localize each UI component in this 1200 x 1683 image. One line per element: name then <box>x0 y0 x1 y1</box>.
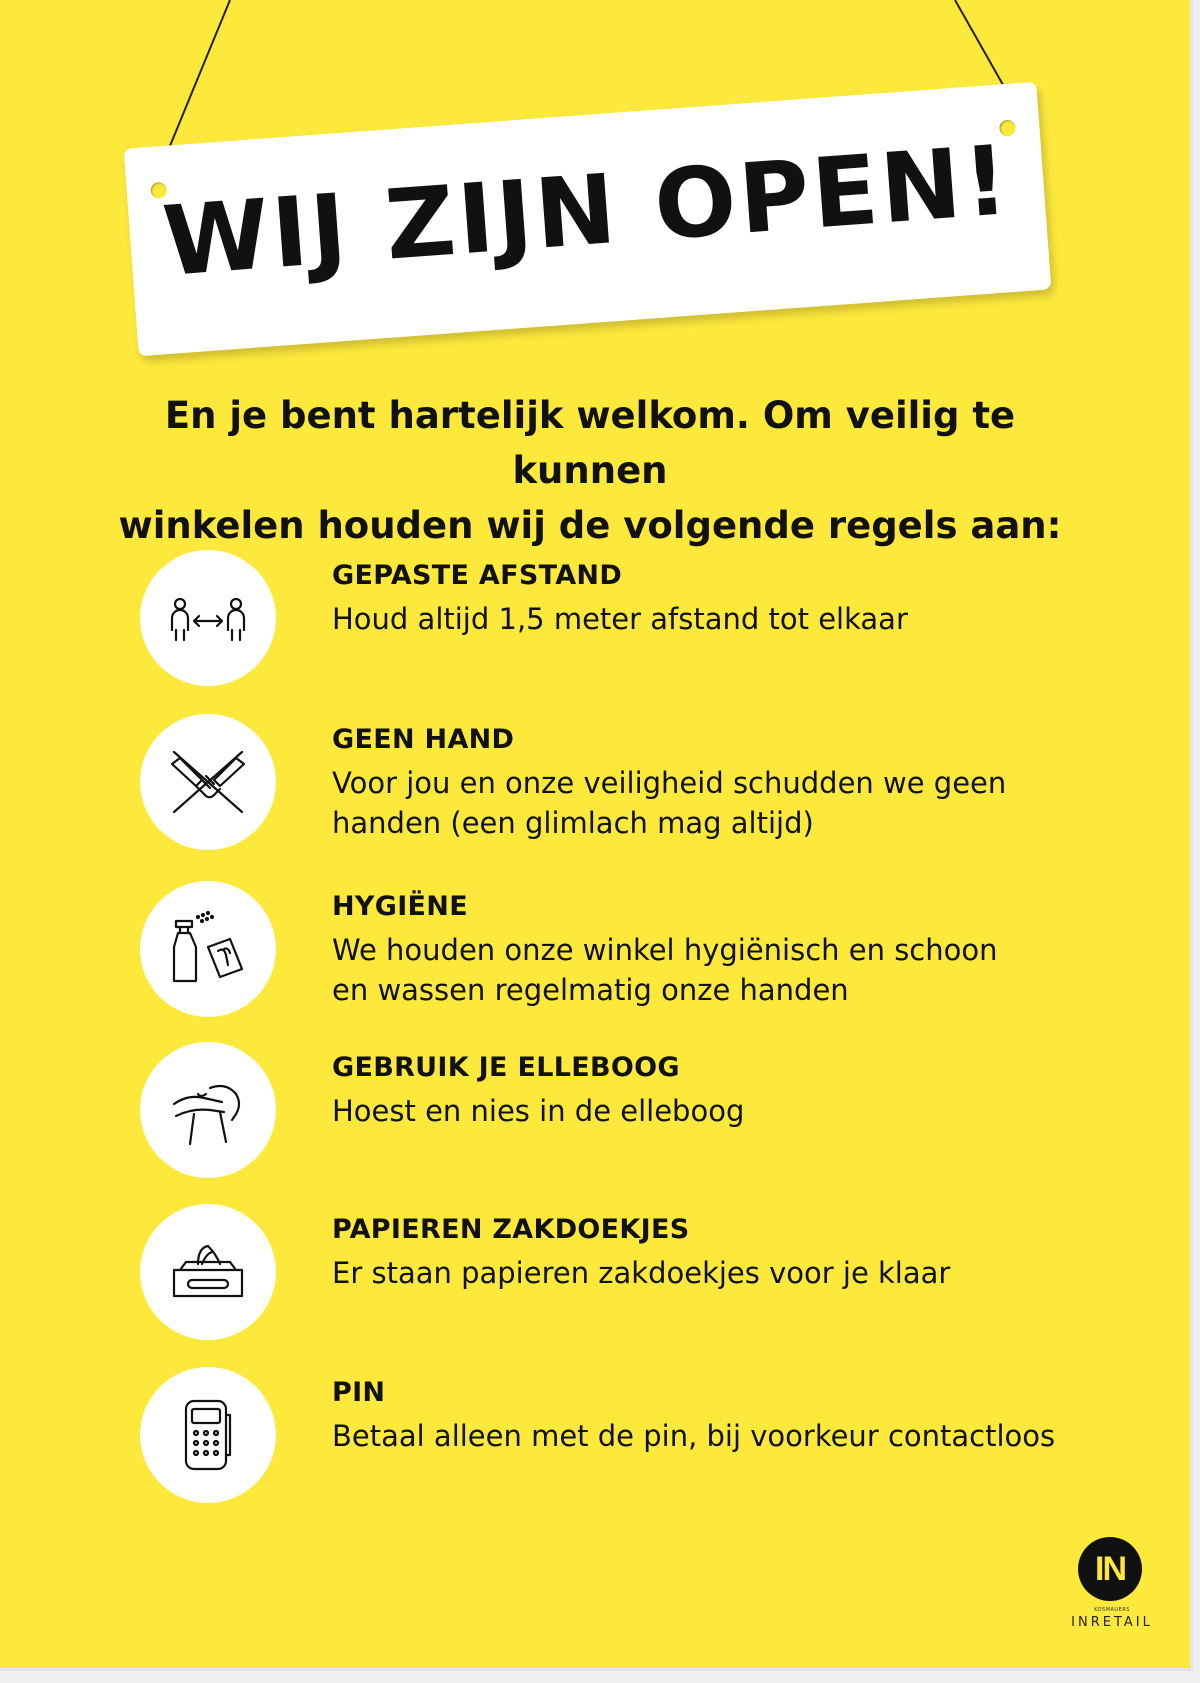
rule-title: PAPIEREN ZAKDOEKJES <box>332 1214 690 1245</box>
cough-elbow-icon <box>166 1068 250 1152</box>
rule-text <box>332 550 1092 639</box>
tissue-box-icon <box>166 1230 250 1314</box>
rule-no-handshake <box>140 714 1080 854</box>
intro-line-2: winkelen houden wij de volgende regels aan: <box>118 504 1062 547</box>
rule-description <box>332 763 1092 843</box>
rule-icon-circle <box>140 881 276 1017</box>
logo-mark: IN <box>1078 1537 1142 1601</box>
rule-hygiene <box>140 881 1080 1021</box>
rule-line: Houd altijd 1,5 meter afstand tot elkaar <box>332 602 908 636</box>
rule-icon-circle <box>140 714 276 850</box>
rule-tissues <box>140 1204 1080 1344</box>
rule-line: handen (een glimlach mag altijd) <box>332 806 814 840</box>
rule-icon-circle <box>140 1204 276 1340</box>
rule-line: Hoest en nies in de elleboog <box>332 1094 745 1128</box>
rule-elbow <box>140 1042 1080 1182</box>
rule-distance <box>140 550 1080 690</box>
intro-line-1: En je bent hartelijk welkom. Om veilig te kunnen <box>164 394 1016 492</box>
rule-line: Voor jou en onze veiligheid schudden we geen <box>332 766 1007 800</box>
rule-text <box>332 714 1092 843</box>
rule-title: PIN <box>332 1377 386 1408</box>
sign-title: WIJ ZIJN OPEN! <box>159 124 1015 298</box>
rule-text <box>332 1367 1092 1456</box>
rule-text <box>332 1042 1092 1131</box>
no-handshake-icon <box>166 740 250 824</box>
rule-title: GEEN HAND <box>332 724 515 755</box>
rule-icon-circle <box>140 550 276 686</box>
rule-line: en wassen regelmatig onze handen <box>332 973 849 1007</box>
rule-title: GEBRUIK JE ELLEBOOG <box>332 1052 680 1083</box>
rule-line: Betaal alleen met de pin, bij voorkeur contactloos <box>332 1419 1056 1453</box>
logo-name: INRETAIL <box>1071 1615 1153 1630</box>
rule-title: HYGIËNE <box>332 891 468 922</box>
intro-text <box>110 388 1070 553</box>
rule-title: GEPASTE AFSTAND <box>332 560 623 591</box>
rule-icon-circle <box>140 1042 276 1178</box>
spray-cleaning-icon <box>166 907 250 991</box>
rule-line: Er staan papieren zakdoekjes voor je klaar <box>332 1256 951 1290</box>
rule-description <box>332 1416 1092 1456</box>
rule-pin <box>140 1367 1080 1507</box>
logo-tagline: KOSMAUERS <box>1094 1607 1130 1613</box>
rule-description <box>332 930 1092 1010</box>
inretail-logo <box>1068 1537 1168 1637</box>
card-terminal-icon <box>166 1393 250 1477</box>
rule-description <box>332 1253 1092 1293</box>
rule-text <box>332 1204 1092 1293</box>
social-distance-icon <box>166 576 250 660</box>
rule-icon-circle <box>140 1367 276 1503</box>
rule-description <box>332 1091 1092 1131</box>
rule-line: We houden onze winkel hygiënisch en schoon <box>332 933 998 967</box>
rule-description <box>332 599 1092 639</box>
rule-text <box>332 881 1092 1010</box>
